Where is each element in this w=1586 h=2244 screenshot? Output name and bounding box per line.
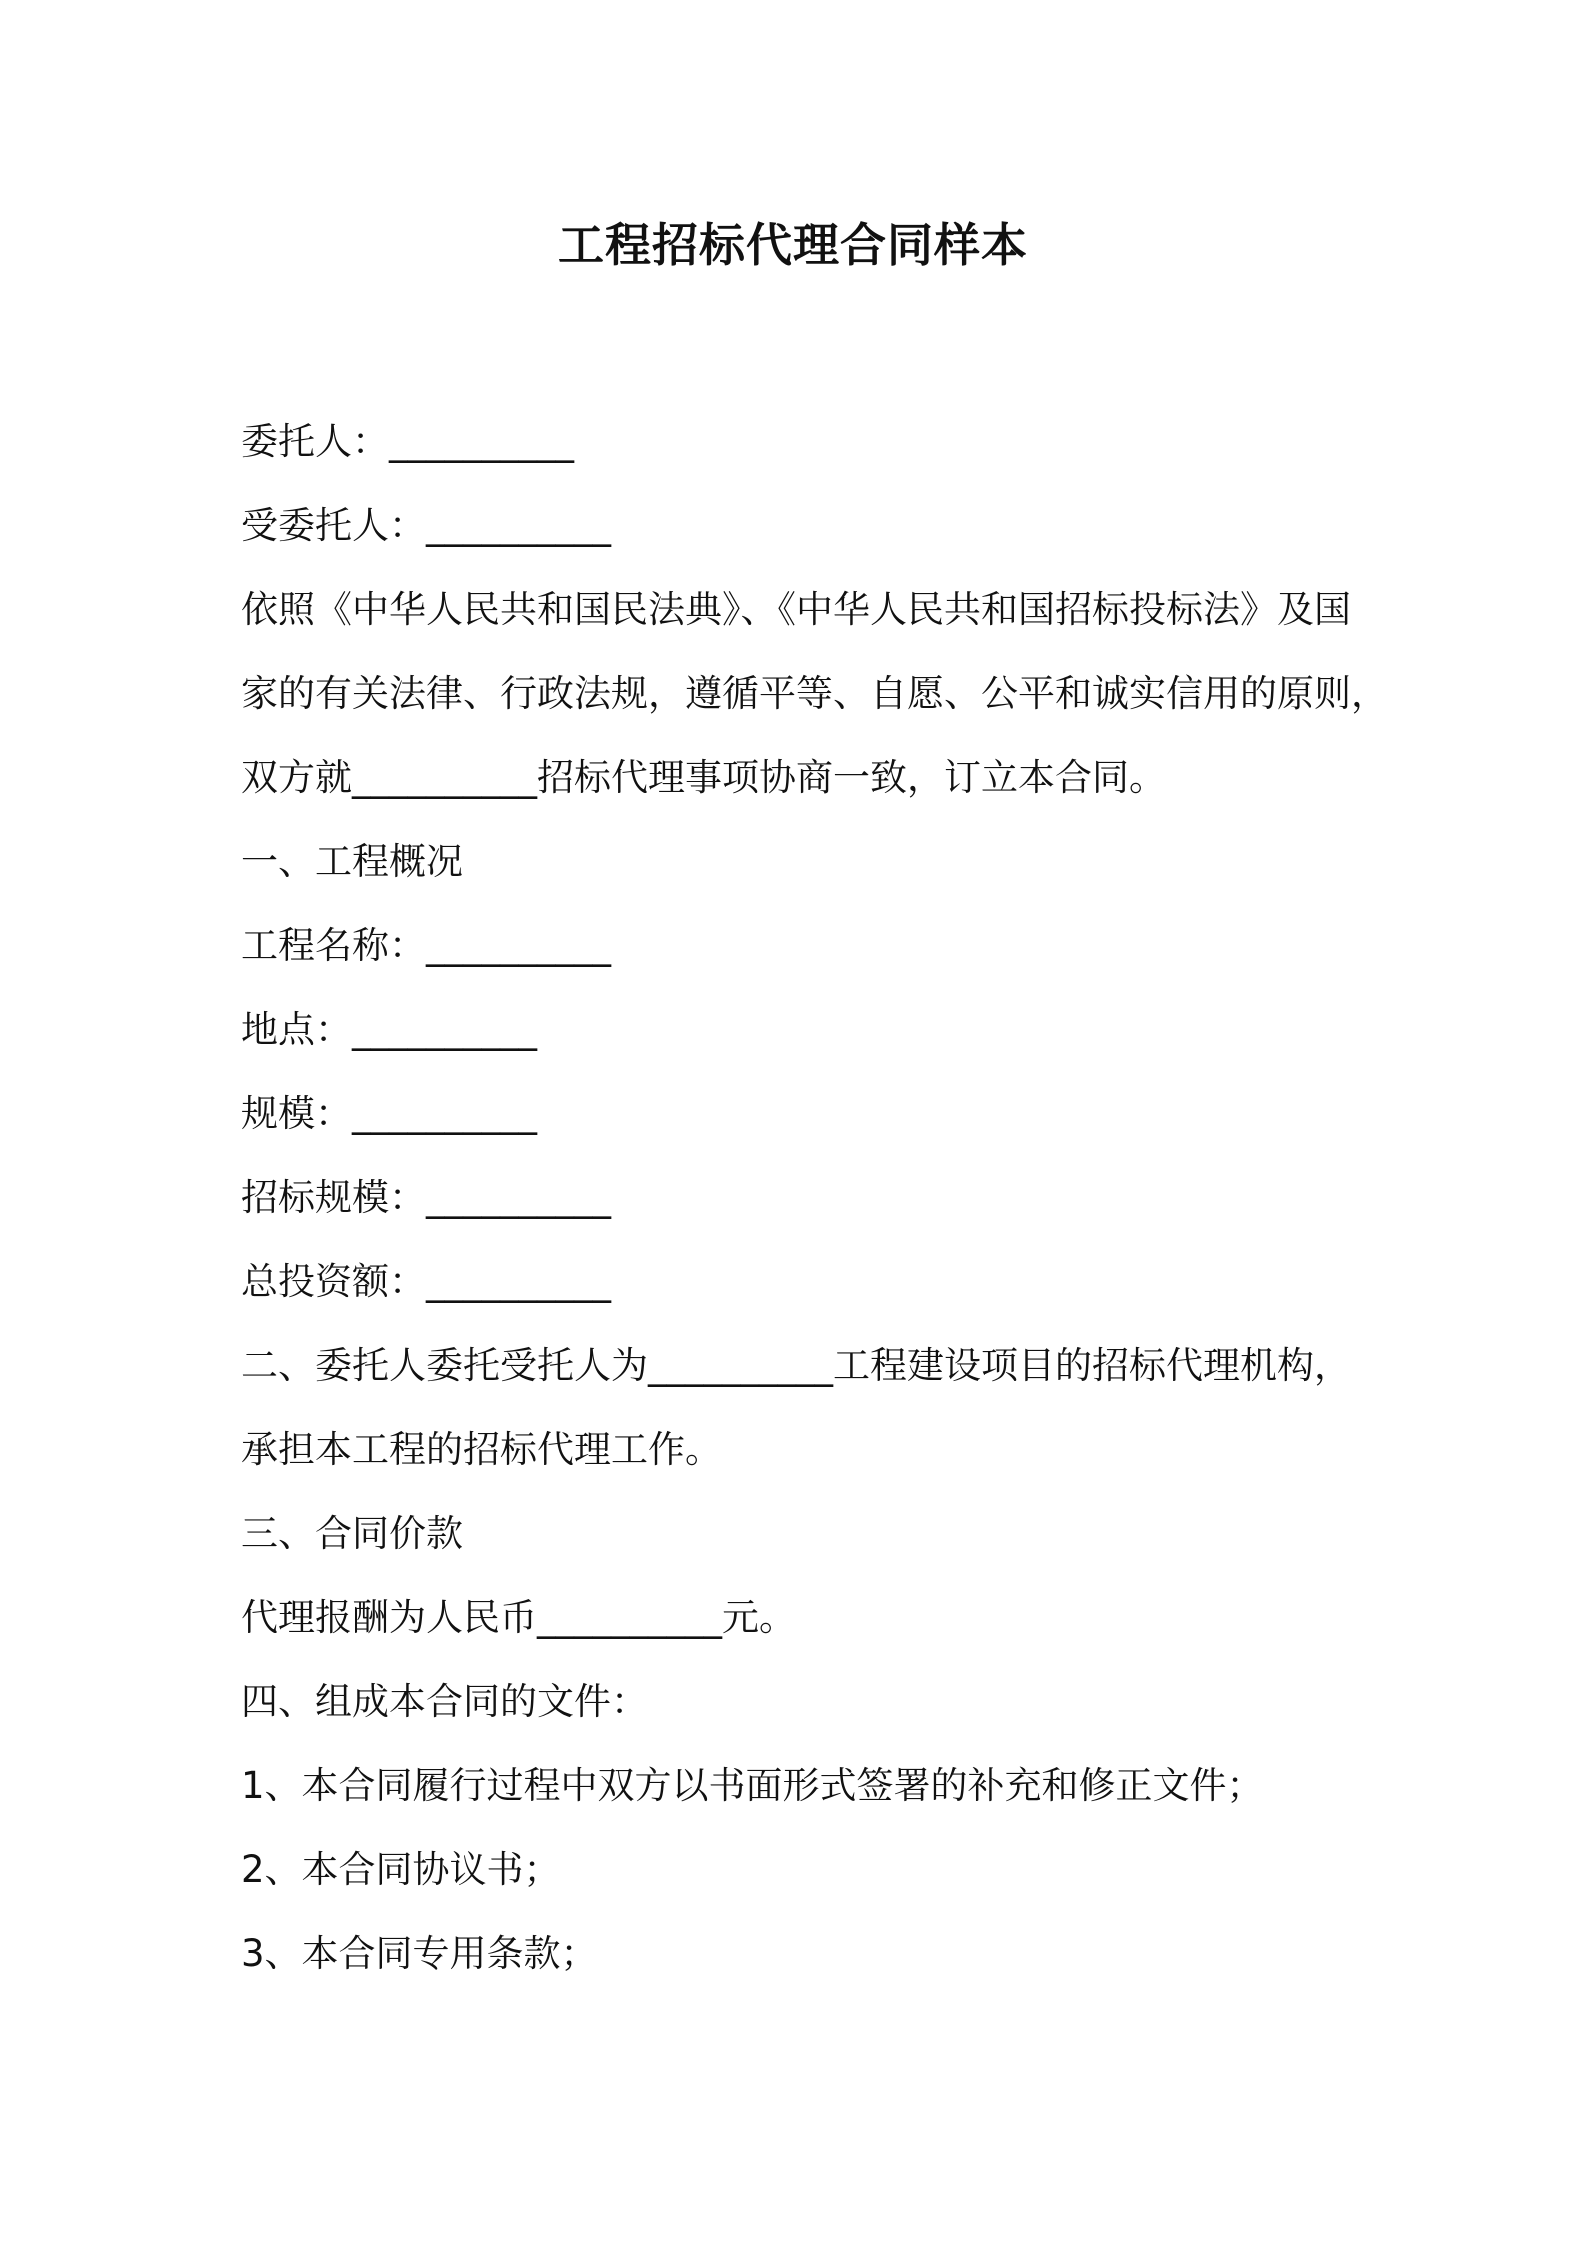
- section-heading-4: 四、组成本合同的文件：: [241, 1680, 648, 1723]
- location-line: 地点：__________: [241, 1008, 537, 1051]
- preamble-line-2: 家的有关法律、行政法规，遵循平等、自愿、公平和诚实信用的原则，: [241, 672, 1388, 715]
- document-body: [241, 400, 1388, 1996]
- agent-line: 受委托人：__________: [241, 504, 611, 547]
- section-2-line-1: 二、委托人委托受托人为__________工程建设项目的招标代理机构，: [241, 1344, 1351, 1387]
- preamble-line-1: 依照《中华人民共和国民法典》、《中华人民共和国招标投标法》及国: [241, 588, 1351, 631]
- total-investment-line: 总投资额：__________: [241, 1260, 611, 1303]
- preamble-line-3: 双方就__________招标代理事项协商一致，订立本合同。: [241, 756, 1166, 799]
- document-item-2: 2、本合同协议书；: [241, 1848, 561, 1891]
- client-line: 委托人：__________: [241, 420, 574, 463]
- document-item-1: 1、本合同履行过程中双方以书面形式签署的补充和修正文件；: [241, 1764, 1264, 1807]
- section-heading-3: 三、合同价款: [241, 1512, 463, 1555]
- section-2-line-2: 承担本工程的招标代理工作。: [241, 1428, 722, 1471]
- fee-line: 代理报酬为人民币__________元。: [241, 1596, 796, 1639]
- section-heading-1: 一、工程概况: [241, 840, 463, 883]
- scale-line: 规模：__________: [241, 1092, 537, 1135]
- document-item-3: 3、本合同专用条款；: [241, 1932, 598, 1975]
- bidding-scale-line: 招标规模：__________: [241, 1176, 611, 1219]
- project-name-line: 工程名称：__________: [241, 924, 611, 967]
- document-title: 工程招标代理合同样本: [558, 218, 1028, 272]
